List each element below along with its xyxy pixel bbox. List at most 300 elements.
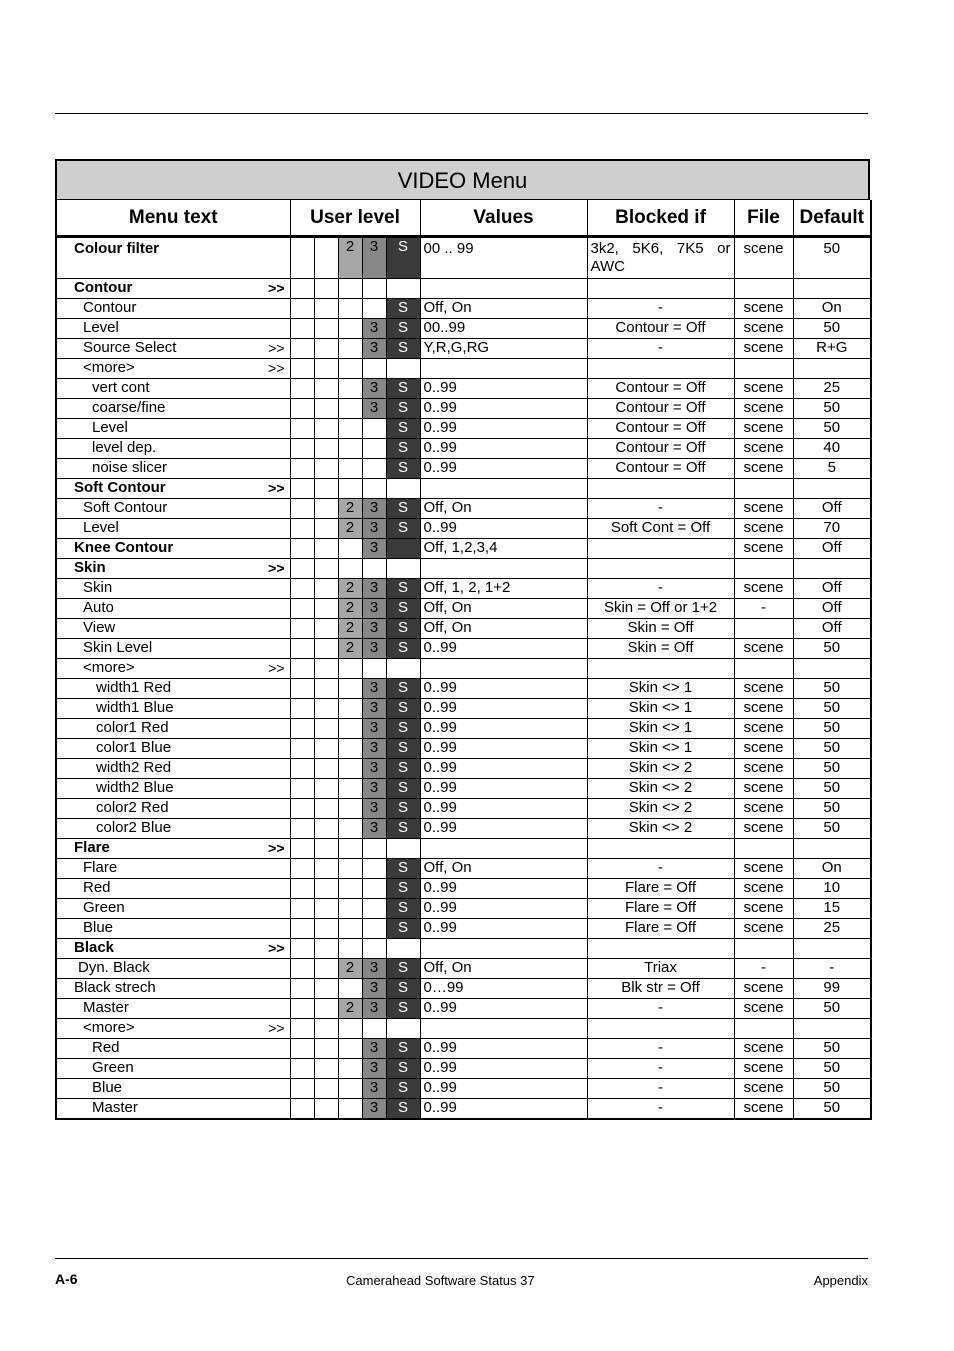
user-level-cell (338, 1039, 362, 1059)
values-cell: 00..99 (420, 319, 587, 339)
user-level-cell (290, 939, 314, 959)
blocked-if-cell: Skin <> 2 (587, 779, 734, 799)
blocked-if-cell: Skin = Off (587, 639, 734, 659)
values-cell: Off, 1, 2, 1+2 (420, 579, 587, 599)
default-cell (793, 1019, 871, 1039)
user-level-cell (338, 419, 362, 439)
user-level-cell (290, 499, 314, 519)
user-level-cell: 3 (362, 319, 386, 339)
user-level-cell: 3 (362, 399, 386, 419)
user-level-cell (362, 839, 386, 859)
user-level-cell (338, 979, 362, 999)
table-row (56, 739, 871, 759)
user-level-cell (314, 339, 338, 359)
user-level-cell (338, 1099, 362, 1120)
user-level-cell: S (386, 719, 420, 739)
user-level-cell: S (386, 1059, 420, 1079)
menu-text-cell (56, 599, 290, 619)
user-level-cell (314, 759, 338, 779)
menu-text-cell (56, 1079, 290, 1099)
blocked-if-cell (587, 539, 734, 559)
user-level-cell (314, 1099, 338, 1120)
default-cell: 50 (823, 399, 841, 416)
default-cell: Off (821, 619, 842, 636)
default-cell: Off (821, 579, 842, 596)
blocked-if-cell (587, 659, 734, 679)
header-user-level: User level (290, 200, 420, 237)
menu-text-cell (56, 839, 290, 859)
blocked-if-cell: Blk str = Off (587, 979, 734, 999)
user-level-cell (314, 319, 338, 339)
table-row (56, 1039, 871, 1059)
table-row (56, 319, 871, 339)
user-level-cell: 3 (362, 579, 386, 599)
user-level-cell (338, 879, 362, 899)
user-level-cell (338, 299, 362, 319)
user-level-cell (290, 539, 314, 559)
values-cell: 0..99 (420, 459, 587, 479)
page-number: A-6 (55, 1271, 78, 1287)
values-cell: 0..99 (420, 919, 587, 939)
menu-text-cell (56, 739, 290, 759)
file-cell: scene (734, 999, 793, 1019)
default-cell: 50 (823, 759, 841, 776)
values-cell: Off, On (420, 299, 587, 319)
menu-text-cell (56, 819, 290, 839)
menu-text-cell (56, 439, 290, 459)
user-level-cell (314, 599, 338, 619)
default-cell: 10 (823, 879, 841, 896)
blocked-if-cell (587, 279, 734, 299)
menu-text-cell (56, 399, 290, 419)
file-cell: scene (734, 299, 793, 319)
menu-text: Skin Level (83, 639, 153, 656)
user-level-cell (314, 499, 338, 519)
blocked-if-cell: Skin <> 1 (587, 739, 734, 759)
user-level-cell (290, 739, 314, 759)
menu-text-cell (56, 919, 290, 939)
values-cell: 0..99 (420, 419, 587, 439)
menu-text: Knee Contour (74, 539, 174, 556)
values-cell: 0..99 (420, 799, 587, 819)
menu-text-cell (56, 939, 290, 959)
menu-text: Contour (74, 279, 133, 296)
file-cell: scene (734, 1039, 793, 1059)
user-level-cell: S (386, 919, 420, 939)
file-cell: - (734, 959, 793, 979)
user-level-cell (338, 279, 362, 299)
user-level-cell: 2 (338, 959, 362, 979)
user-level-cell: S (386, 599, 420, 619)
blocked-if-cell: Skin <> 2 (587, 799, 734, 819)
submenu-arrow: >> (268, 360, 285, 376)
blocked-if-cell: Contour = Off (587, 319, 734, 339)
menu-text: Soft Contour (83, 499, 168, 516)
user-level-cell (314, 299, 338, 319)
table-row (56, 439, 871, 459)
user-level-cell (314, 879, 338, 899)
file-cell (734, 659, 793, 679)
values-cell: 0..99 (420, 1079, 587, 1099)
header-default: Default (793, 200, 871, 237)
values-cell: 0..99 (420, 999, 587, 1019)
table-body (55, 238, 872, 1120)
user-level-cell: S (386, 459, 420, 479)
menu-text-cell (56, 719, 290, 739)
default-cell: R+G (816, 339, 848, 356)
menu-text-cell (56, 1059, 290, 1079)
user-level-cell (290, 299, 314, 319)
menu-text: noise slicer (92, 459, 168, 476)
user-level-cell: S (386, 319, 420, 339)
user-level-cell: S (386, 699, 420, 719)
default-cell: 25 (823, 379, 841, 396)
menu-text: Contour (83, 299, 137, 316)
default-cell (793, 839, 871, 859)
default-cell: 50 (823, 1039, 841, 1056)
user-level-cell (290, 319, 314, 339)
user-level-cell (338, 759, 362, 779)
blocked-if-cell: Skin = Off or 1+2 (587, 599, 734, 619)
values-cell: Off, On (420, 599, 587, 619)
user-level-cell (338, 859, 362, 879)
menu-text-cell (56, 459, 290, 479)
default-cell: 70 (823, 519, 841, 536)
submenu-arrow: >> (268, 840, 285, 856)
user-level-cell: 2 (338, 499, 362, 519)
values-cell: 0..99 (420, 719, 587, 739)
table-row (56, 238, 871, 279)
table-row (56, 459, 871, 479)
user-level-cell (314, 1059, 338, 1079)
user-level-cell: 2 (338, 619, 362, 639)
user-level-cell (338, 1019, 362, 1039)
table-row (56, 859, 871, 879)
table-row (56, 719, 871, 739)
file-cell (734, 1019, 793, 1039)
user-level-cell (314, 238, 338, 279)
blocked-if-cell: - (587, 299, 734, 319)
menu-text: color1 Blue (96, 739, 172, 756)
file-cell (734, 619, 793, 639)
user-level-cell (338, 719, 362, 739)
values-cell: 0..99 (420, 639, 587, 659)
file-cell: scene (734, 499, 793, 519)
user-level-cell (362, 299, 386, 319)
user-level-cell: S (386, 579, 420, 599)
user-level-cell: 2 (338, 519, 362, 539)
values-cell: 0..99 (420, 1059, 587, 1079)
values-cell: 0..99 (420, 679, 587, 699)
user-level-cell (338, 839, 362, 859)
file-cell (734, 479, 793, 499)
menu-text: Master (83, 999, 129, 1016)
user-level-cell (386, 659, 420, 679)
menu-text: vert cont (92, 379, 150, 396)
header-values: Values (420, 200, 587, 237)
menu-text-cell (56, 619, 290, 639)
user-level-cell: S (386, 899, 420, 919)
file-cell: scene (734, 439, 793, 459)
menu-text-cell (56, 879, 290, 899)
user-level-cell: 2 (338, 639, 362, 659)
default-cell: 50 (823, 999, 841, 1016)
values-cell: 0..99 (420, 399, 587, 419)
table-row (56, 1099, 871, 1120)
menu-text-cell (56, 238, 290, 279)
table-row (56, 419, 871, 439)
values-cell: Off, On (420, 499, 587, 519)
table-row (56, 1079, 871, 1099)
menu-text: Red (83, 879, 111, 896)
blocked-if-cell (587, 359, 734, 379)
user-level-cell (314, 519, 338, 539)
blocked-if-cell: - (587, 1059, 734, 1079)
menu-text-cell (56, 859, 290, 879)
user-level-cell (314, 559, 338, 579)
blocked-if-cell: 3k2, 5K6, 7K5 or AWC (587, 238, 734, 279)
blocked-if-cell: Skin <> 2 (587, 819, 734, 839)
menu-text-cell (56, 559, 290, 579)
user-level-cell (290, 859, 314, 879)
user-level-cell (290, 238, 314, 279)
table-row (56, 759, 871, 779)
menu-text: Blue (92, 1079, 123, 1096)
table-row (56, 1059, 871, 1079)
table-row (56, 979, 871, 999)
user-level-cell (362, 1019, 386, 1039)
table-row (56, 839, 871, 859)
user-level-cell (314, 919, 338, 939)
user-level-cell (338, 559, 362, 579)
blocked-if-cell: - (587, 499, 734, 519)
user-level-cell (290, 999, 314, 1019)
user-level-cell: S (386, 379, 420, 399)
user-level-cell (290, 519, 314, 539)
menu-text-cell (56, 959, 290, 979)
submenu-arrow: >> (268, 280, 285, 296)
user-level-cell: 3 (362, 339, 386, 359)
user-level-cell (386, 279, 420, 299)
values-cell: 0..99 (420, 699, 587, 719)
user-level-cell: S (386, 639, 420, 659)
table-row (56, 639, 871, 659)
file-cell: scene (734, 679, 793, 699)
menu-text-cell (56, 799, 290, 819)
user-level-cell (338, 919, 362, 939)
file-cell: scene (734, 719, 793, 739)
values-cell: 0..99 (420, 1039, 587, 1059)
table-row (56, 799, 871, 819)
user-level-cell: 3 (362, 1059, 386, 1079)
user-level-cell (362, 279, 386, 299)
submenu-arrow: >> (268, 660, 285, 676)
table-row (56, 279, 871, 299)
user-level-cell (314, 859, 338, 879)
table-row (56, 539, 871, 559)
user-level-cell (290, 979, 314, 999)
default-cell: 50 (823, 739, 841, 756)
user-level-cell (290, 919, 314, 939)
user-level-cell (314, 939, 338, 959)
user-level-cell (290, 1079, 314, 1099)
user-level-cell: S (386, 1099, 420, 1120)
default-cell (793, 659, 871, 679)
values-cell: Off, On (420, 859, 587, 879)
blocked-if-cell: Skin <> 2 (587, 759, 734, 779)
blocked-if-cell: Skin <> 1 (587, 699, 734, 719)
menu-text: width2 Blue (96, 779, 174, 796)
user-level-cell (314, 959, 338, 979)
menu-text-cell (56, 299, 290, 319)
user-level-cell (362, 479, 386, 499)
user-level-cell (314, 639, 338, 659)
user-level-cell (314, 839, 338, 859)
menu-text: Black (74, 939, 115, 956)
default-cell: Off (821, 599, 842, 616)
submenu-arrow: >> (268, 940, 285, 956)
blocked-if-cell: Contour = Off (587, 459, 734, 479)
values-cell: 0..99 (420, 439, 587, 459)
default-cell (793, 279, 871, 299)
user-level-cell: S (386, 759, 420, 779)
table-row (56, 959, 871, 979)
user-level-cell: 3 (362, 639, 386, 659)
user-level-cell (338, 739, 362, 759)
blocked-if-cell (587, 559, 734, 579)
menu-text: Soft Contour (74, 479, 166, 496)
user-level-cell: S (386, 799, 420, 819)
user-level-cell (386, 559, 420, 579)
user-level-cell (314, 819, 338, 839)
file-cell (734, 559, 793, 579)
table-header (55, 200, 872, 238)
blocked-if-cell: Triax (587, 959, 734, 979)
table-row (56, 499, 871, 519)
blocked-if-cell: Skin <> 1 (587, 719, 734, 739)
default-cell: 50 (823, 679, 841, 696)
user-level-cell (338, 939, 362, 959)
user-level-cell: 3 (362, 779, 386, 799)
default-cell: Off (821, 539, 842, 556)
user-level-cell (362, 879, 386, 899)
blocked-if-cell: - (587, 1099, 734, 1120)
default-cell (793, 939, 871, 959)
menu-text: Red (92, 1039, 120, 1056)
values-cell: 0..99 (420, 899, 587, 919)
blocked-if-cell: Soft Cont = Off (587, 519, 734, 539)
user-level-cell: 2 (338, 579, 362, 599)
user-level-cell: S (386, 999, 420, 1019)
default-cell: 15 (823, 899, 841, 916)
user-level-cell (338, 319, 362, 339)
user-level-cell (290, 419, 314, 439)
file-cell (734, 279, 793, 299)
header-blocked-if: Blocked if (587, 200, 734, 237)
user-level-cell (290, 719, 314, 739)
user-level-cell (314, 479, 338, 499)
menu-text-cell (56, 479, 290, 499)
default-cell: 50 (823, 1099, 841, 1116)
file-cell: scene (734, 739, 793, 759)
menu-text-cell (56, 659, 290, 679)
table-row (56, 519, 871, 539)
submenu-arrow: >> (268, 1020, 285, 1036)
menu-text: Dyn. Black (78, 959, 150, 976)
footer-rule (55, 1258, 868, 1259)
user-level-cell (314, 899, 338, 919)
user-level-cell (290, 899, 314, 919)
user-level-cell (362, 919, 386, 939)
blocked-if-cell: - (587, 1079, 734, 1099)
blocked-if-cell: Flare = Off (587, 899, 734, 919)
file-cell: scene (734, 339, 793, 359)
menu-text: width2 Red (96, 759, 172, 776)
file-cell: scene (734, 899, 793, 919)
menu-text-cell (56, 499, 290, 519)
user-level-cell: 3 (362, 999, 386, 1019)
blocked-if-cell: - (587, 1039, 734, 1059)
file-cell: scene (734, 979, 793, 999)
user-level-cell (362, 659, 386, 679)
file-cell: scene (734, 399, 793, 419)
user-level-cell: S (386, 859, 420, 879)
file-cell: scene (734, 779, 793, 799)
default-cell: On (821, 859, 842, 876)
menu-text-cell (56, 579, 290, 599)
values-cell (420, 359, 587, 379)
menu-text-cell (56, 1099, 290, 1120)
user-level-cell (362, 439, 386, 459)
menu-text: <more> (83, 659, 135, 676)
user-level-cell (290, 379, 314, 399)
default-cell: 50 (823, 319, 841, 336)
user-level-cell (314, 699, 338, 719)
user-level-cell: 3 (362, 1039, 386, 1059)
user-level-cell (362, 939, 386, 959)
user-level-cell (362, 359, 386, 379)
user-level-cell: S (386, 419, 420, 439)
user-level-cell (362, 559, 386, 579)
menu-text: level dep. (92, 439, 157, 456)
values-cell: 0..99 (420, 1099, 587, 1120)
default-cell: 40 (823, 439, 841, 456)
table-row (56, 359, 871, 379)
default-cell: 25 (823, 919, 841, 936)
user-level-cell: 3 (362, 819, 386, 839)
user-level-cell (314, 619, 338, 639)
menu-text: Colour filter (74, 240, 159, 257)
table-row (56, 819, 871, 839)
menu-text: Green (83, 899, 125, 916)
blocked-if-cell: Contour = Off (587, 379, 734, 399)
submenu-arrow: >> (268, 560, 285, 576)
file-cell: scene (734, 519, 793, 539)
user-level-cell (314, 399, 338, 419)
user-level-cell (314, 539, 338, 559)
user-level-cell (338, 339, 362, 359)
user-level-cell (314, 719, 338, 739)
user-level-cell: S (386, 238, 420, 279)
user-level-cell: 3 (362, 619, 386, 639)
table-row (56, 399, 871, 419)
file-cell: scene (734, 1099, 793, 1120)
user-level-cell (314, 1079, 338, 1099)
menu-text-cell (56, 339, 290, 359)
blocked-if-cell (587, 479, 734, 499)
file-cell: scene (734, 238, 793, 279)
table-row (56, 679, 871, 699)
